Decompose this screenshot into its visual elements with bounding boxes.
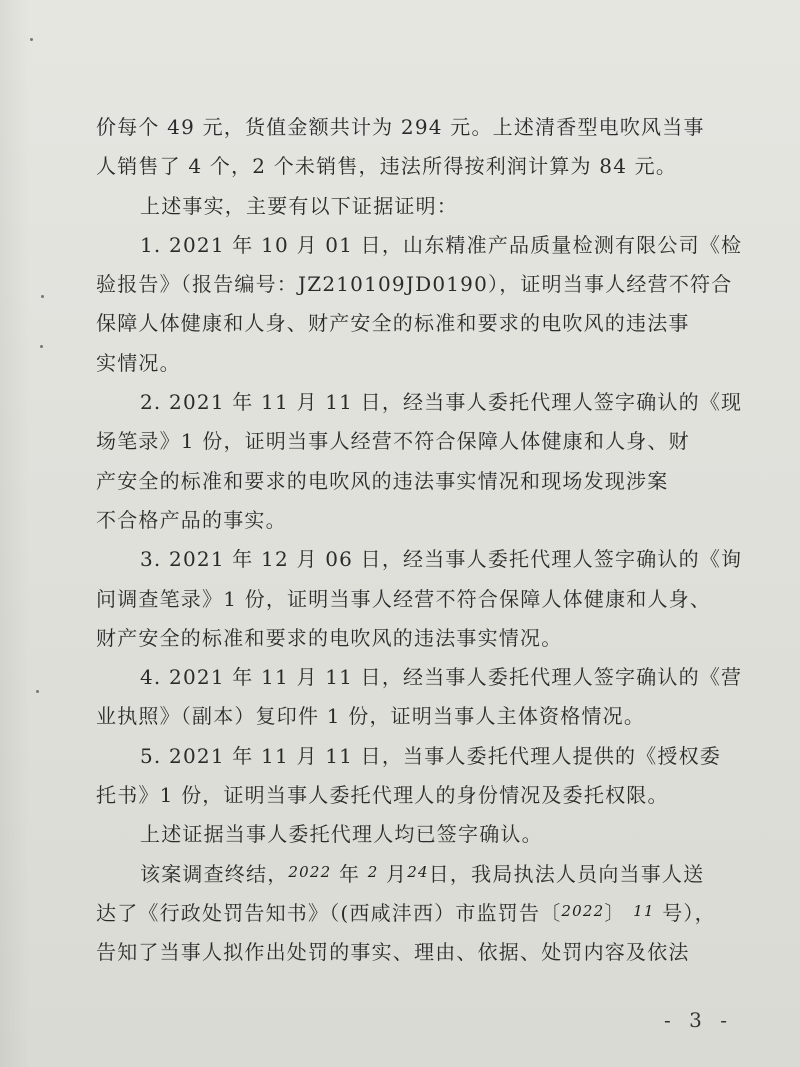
handwritten-year: 2022 (288, 862, 332, 881)
text-line: 保障人体健康和人身、财产安全的标准和要求的电吹风的违法事 (96, 311, 690, 336)
handwritten-month: 2 (367, 862, 379, 881)
text-line: 业执照》（副本）复印件 1 份，证明当事人主体资格情况。 (96, 704, 646, 729)
text-line: 上述证据当事人委托代理人均已签字确认。 (140, 822, 543, 847)
paper-speck (40, 345, 43, 348)
text-line: 4. 2021 年 11 月 11 日，经当事人委托代理人签字确认的《营 (140, 665, 743, 690)
text-segment: 该案调查终结， (140, 861, 289, 886)
text-line: 告知了当事人拟作出处罚的事实、理由、依据、处罚内容及依法 (96, 940, 690, 965)
text-line: 人销售了 4 个，2 个未销售，违法所得按利润计算为 84 元。 (96, 154, 678, 179)
text-line: 产安全的标准和要求的电吹风的违法事实情况和现场发现涉案 (96, 468, 669, 493)
paper-speck (41, 295, 44, 298)
text-line: 3. 2021 年 12 月 06 日，经当事人委托代理人签字确认的《询 (140, 547, 743, 572)
text-line-notice-number (96, 894, 718, 933)
body-text (96, 108, 743, 973)
text-segment: 达了《行政处罚告知书》（(西咸沣西）市监罚告〔 (96, 900, 562, 925)
text-segment: 日，我局执法人员向当事人送 (428, 861, 705, 886)
text-line: 场笔录》1 份，证明当事人经营不符合保障人体健康和人身、财 (96, 429, 690, 454)
text-line: 问调查笔录》1 份，证明当事人经营不符合保障人体健康和人身、 (96, 586, 712, 611)
text-line: 1. 2021 年 10 月 01 日，山东精准产品质量检测有限公司《检 (140, 232, 743, 257)
text-line: 验报告》（报告编号：JZ210109JD0190），证明当事人经营不符合 (96, 272, 733, 297)
paper-speck (36, 690, 39, 693)
text-line: 托书》1 份，证明当事人委托代理人的身份情况及委托权限。 (96, 783, 669, 808)
page-shadow (0, 0, 30, 1067)
text-line: 实情况。 (96, 350, 181, 375)
text-line: 5. 2021 年 11 月 11 日，当事人委托代理人提供的《授权委 (140, 743, 722, 768)
text-line: 2. 2021 年 11 月 11 日，经当事人委托代理人签字确认的《现 (140, 390, 743, 415)
handwritten-notice-year: 2022 (561, 901, 605, 920)
page-number: - 3 - (664, 1008, 733, 1032)
handwritten-notice-number: 11 (633, 901, 655, 920)
text-line: 上述事实，主要有以下证据证明： (140, 193, 458, 218)
text-line: 财产安全的标准和要求的电吹风的违法事实情况。 (96, 625, 563, 650)
text-line-handwritten-date (96, 855, 718, 894)
text-line: 不合格产品的事实。 (96, 507, 287, 532)
paper-speck (30, 38, 33, 41)
text-segment: 〕 (604, 900, 634, 925)
text-line: 价每个 49 元，货值金额共计为 294 元。上述清香型电吹风当事 (96, 115, 705, 139)
text-segment: 年 (331, 861, 368, 886)
text-segment: 号）， (654, 900, 716, 925)
text-segment: 月 (378, 861, 408, 886)
handwritten-day: 24 (407, 862, 429, 881)
